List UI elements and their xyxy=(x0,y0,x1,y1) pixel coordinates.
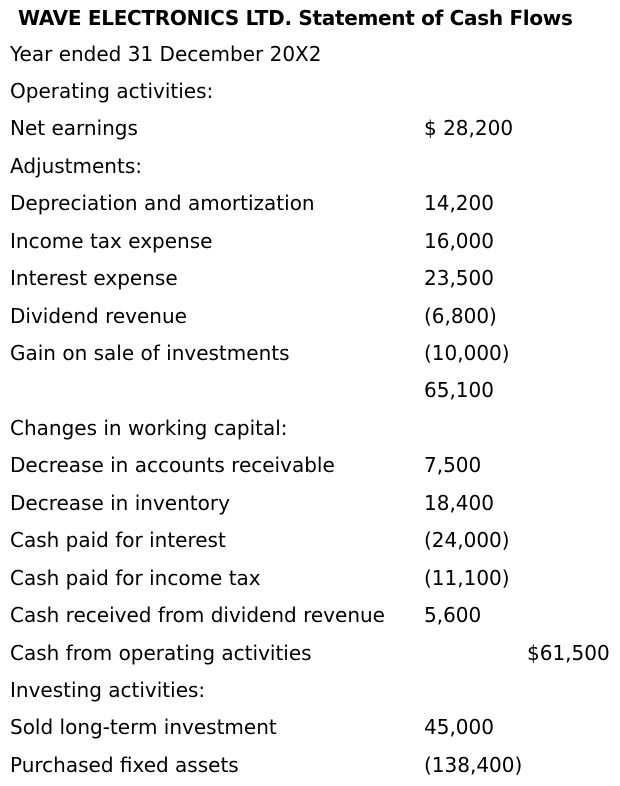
row-label: Dividend revenue xyxy=(10,304,187,328)
statement-row xyxy=(10,148,620,184)
row-amount: 14,200 xyxy=(424,191,494,215)
statement-row xyxy=(10,223,620,259)
row-label: Gain on sale of investments xyxy=(10,341,290,365)
row-amount: (6,800) xyxy=(424,304,497,328)
row-label: Depreciation and amortization xyxy=(10,191,315,215)
row-label: Cash from operating activities xyxy=(10,641,312,665)
row-label: Sold long-term investment xyxy=(10,715,277,739)
row-label: Cash paid for interest xyxy=(10,528,226,552)
row-label: Investing activities: xyxy=(10,678,206,702)
statement-row xyxy=(10,447,620,483)
row-amount: 65,100 xyxy=(424,378,494,402)
row-label: Interest expense xyxy=(10,266,178,290)
row-label: Cash received from dividend revenue xyxy=(10,603,385,627)
row-amount: (10,000) xyxy=(424,341,510,365)
row-label: Year ended 31 December 20X2 xyxy=(10,42,322,66)
statement-row xyxy=(10,672,620,708)
row-label: Decrease in inventory xyxy=(10,491,230,515)
row-total: $61,500 xyxy=(527,641,610,665)
statement-row xyxy=(10,260,620,296)
statement-row xyxy=(10,709,620,745)
row-amount: (11,100) xyxy=(424,566,510,590)
statement-row xyxy=(10,185,620,221)
statement-row xyxy=(10,635,620,671)
statement-row xyxy=(10,485,620,521)
statement-row xyxy=(10,597,620,633)
row-amount: 7,500 xyxy=(424,453,482,477)
row-label: Decrease in accounts receivable xyxy=(10,453,335,477)
statement-row xyxy=(10,73,620,109)
statement-row xyxy=(10,298,620,334)
statement-row xyxy=(10,747,620,783)
row-amount: 45,000 xyxy=(424,715,494,739)
row-label: Purchased fixed assets xyxy=(10,753,239,777)
row-label: Cash paid for income tax xyxy=(10,566,261,590)
row-amount: 5,600 xyxy=(424,603,482,627)
statement-row xyxy=(10,36,620,72)
statement-title: WAVE ELECTRONICS LTD. Statement of Cash Flows xyxy=(18,6,573,30)
row-label: Net earnings xyxy=(10,116,138,140)
statement-row xyxy=(10,410,620,446)
row-amount: 18,400 xyxy=(424,491,494,515)
statement-row xyxy=(10,110,620,146)
row-amount: 23,500 xyxy=(424,266,494,290)
row-label: Changes in working capital: xyxy=(10,416,288,440)
row-amount: (24,000) xyxy=(424,528,510,552)
row-label: Operating activities: xyxy=(10,79,214,103)
row-amount: $ 28,200 xyxy=(424,116,514,140)
statement-row xyxy=(10,335,620,371)
statement-row xyxy=(10,560,620,596)
statement-row xyxy=(10,522,620,558)
row-amount: (138,400) xyxy=(424,753,523,777)
statement-row xyxy=(10,372,620,408)
row-amount: 16,000 xyxy=(424,229,494,253)
row-label: Income tax expense xyxy=(10,229,213,253)
row-label: Adjustments: xyxy=(10,154,142,178)
